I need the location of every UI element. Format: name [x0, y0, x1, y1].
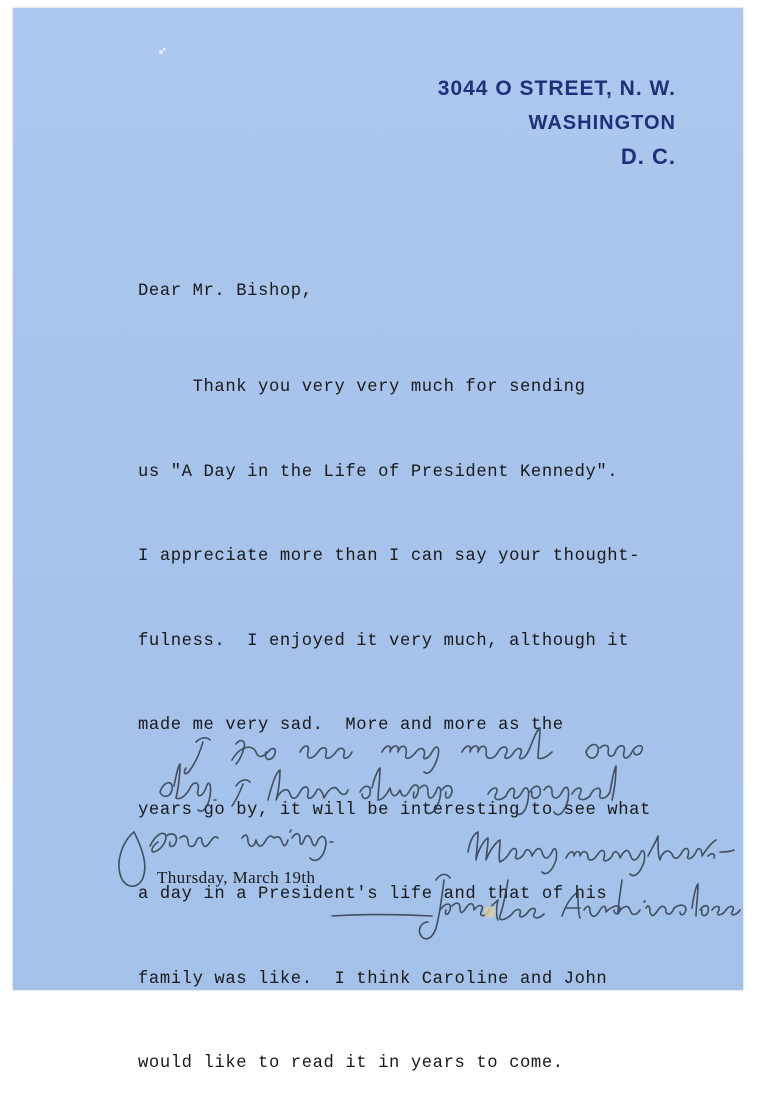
body-line: fulness. I enjoyed it very much, although it — [138, 631, 630, 651]
letter-date: Thursday, March 19th — [157, 868, 316, 887]
letterhead-city: WASHINGTON — [528, 112, 676, 134]
body-line: us "A Day in the Life of President Kennedy". — [138, 462, 619, 482]
letterhead-street: 3044 O STREET, N. W. — [437, 77, 676, 100]
body-line: Thank you very very much for sending — [138, 378, 586, 397]
salutation: Dear Mr. Bishop, — [138, 282, 313, 301]
body-line: family was like. I think Caroline and John — [138, 969, 608, 989]
body-line: years go by, it will be interesting to see what — [138, 800, 651, 820]
body-line: would like to read it in years to come. — [138, 1054, 564, 1073]
body-line: a day in a President's life and that of his — [138, 885, 608, 904]
body-line: made me very sad. More and more as the — [138, 716, 564, 735]
staple-mark — [484, 906, 496, 918]
letterhead-district: D. C. — [620, 144, 676, 169]
body-line: I appreciate more than I can say your thought- — [138, 547, 641, 566]
